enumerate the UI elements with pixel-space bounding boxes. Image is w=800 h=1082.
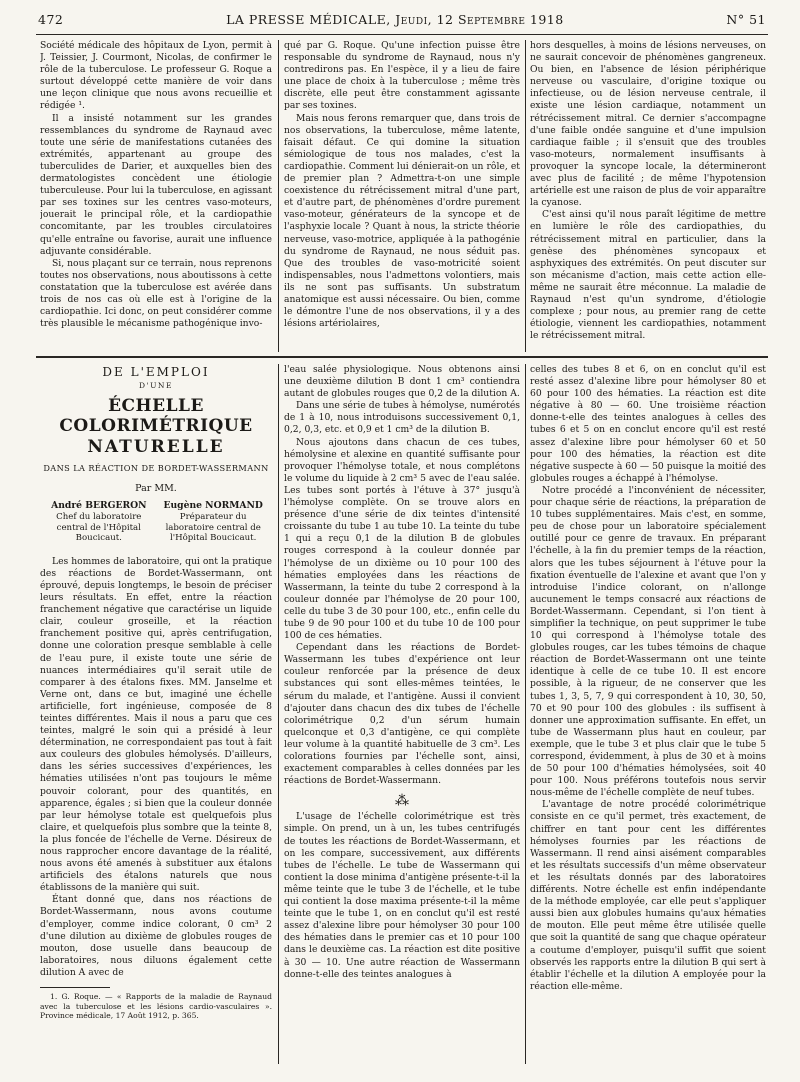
page-header	[38, 12, 766, 32]
paragraph: Cependant dans les réactions de Bordet-Wassermann les tubes d'expérience ont leur couleur renforcée par la présence de deux substances qui sont elles-mêmes teintées, le sérum du malade, et l'antigène. Aussi il convient d'ajouter dans chacun des dix tubes de l'échelle colorimétrique 0,2 d'un sérum humain quelconque et 0,3 d'antigène, ce qui complète leur volume à la quantité habituelle de 3 cm³. Les colorations fournies par l'échelle sont, ainsi, exactement comparables à celles données par les réactions de Bordet-Wassermann.	[284, 642, 520, 787]
article-kicker-2: D'UNE	[139, 381, 173, 391]
paragraph: L'avantage de notre procédé colorimétrique consiste en ce qu'il permet, très exactement, de chiffrer en tant pour cent les différentes hémolyses fournies par les réactions de Wassermann. Il rend ainsi aisément comparables et les résultats successifs d'un même observateur et les résultats donnés par des laboratoires différents. Notre échelle est enfin indépendante de la méthode employée, car elle peut s'appliquer aussi bien aux globules humains qu'aux hématies de mouton. Elle peut même être utilisée quelle que soit la quantité de sang que chaque opérateur a coutume d'employer, puisqu'il suffit que soient observés les rapports entre la dilution B qui sert à établir l'échelle et la dilution A employée pour la réaction elle-même.	[530, 799, 766, 992]
paragraph: hors desquelles, à moins de lésions nerveuses, on ne saurait concevoir de phénomènes gangreneux. Ou bien, en l'absence de lésion périphérique nerveuse ou vasculaire, d'origine toxique ou infectieuse, ou de lésion nerveuse centrale, il existe une lésion cardiaque, notamment un rétrécissement mitral. Ce dernier s'accompagne d'une faible ondée sanguine et d'une impulsion cardiaque faible ; il s'ensuit que des troubles vaso-moteurs, normalement insuffisants à provoquer la syncope locale, la détermineront avec plus de facilité ; de même l'hypotension artérielle est une raison de plus de voir apparaître la cyanose.	[530, 40, 766, 209]
top-column-3	[530, 40, 766, 354]
paragraph: L'usage de l'échelle colorimétrique est très simple. On prend, un à un, les tubes centrifugés de toutes les réactions de Bordet-Wassermann, et on les compare, successivement, aux différents tubes de l'échelle. Le tube de Wassermann qui contient la dose minima d'antigène présente-t-il la même teinte que le tube 3 de l'échelle, et le tube qui contient la dose maxima présente-t-il la même teinte que le tube 1, on en conclut qu'il est resté assez d'alexine libre pour hémolyser 30 pour 100 des hématies dans le premier cas et 10 pour 100 dans le deuxième cas. La réaction est dite positive à 30 — 10. Une autre réaction de Wassermann donne-t-elle des teintes analogues à	[284, 811, 520, 980]
article-title-2: NATURELLE	[87, 437, 225, 458]
article-column-1	[40, 364, 272, 1069]
paragraph: C'est ainsi qu'il nous paraît légitime de mettre en lumière le rôle des cardiopathies, du rétrécissement mitral en particulier, dans la genèse des phénomènes syncopaux et asphyxiques des extrémités. On peut discuter sur son mécanisme d'action, mais cette action elle-même ne saurait être méconnue. La maladie de Raynaud n'est qu'un syndrome, d'étiologie complexe ; pour nous, au premier rang de cette étiologie, viennent les cardiopathies, notamment le rétrécissement mitral.	[530, 209, 766, 342]
column-divider	[525, 364, 526, 1064]
byline-par: Par MM.	[135, 483, 177, 495]
paragraph: Notre procédé a l'inconvénient de nécessiter, pour chaque série de réactions, la préparation de 10 tubes supplémentaires. Mais c'est, en somme, peu de chose pour un laboratoire spécialement outillé pour ce genre de travaux. En préparant l'échelle, à la fin du premier temps de la réaction, alors que les tubes séjournent à l'étuve pour la fixation éventuelle de l'alexine et avant que l'on y introduise l'indice colorant, on n'allonge aucunement le temps consacré aux réactions de Bordet-Wassermann. Cependant, si l'on tient à simplifier la technique, on peut supprimer le tube 10 qui correspond à l'hémolyse totale des globules rouges, car les tubes témoins de chaque réaction de Bordet-Wassermann ont une teinte identique à celle de ce tube 10. Il est encore possible, à la rigueur, de ne conserver que les tubes 1, 3, 5, 7, 9 qui correspondent à 10, 30, 50, 70 et 90 pour 100 des globules : ils suffisent à donner une approximation suffisante. En effet, un tube de Wassermann plus haut en couleur, par exemple, que le tube 3 et plus clair que le tube 5 correspond, évidemment, à plus de 30 et à moins de 50 pour 100 d'hématies hémolysées, soit 40 pour 100. Nous préférons toutefois nous servir nous-même de l'échelle complète de neuf tubes.	[530, 484, 766, 799]
header-rule	[36, 34, 768, 35]
article-title: ÉCHELLE COLORIMÉTRIQUE	[59, 396, 253, 437]
article-subtitle: DANS LA RÉACTION DE BORDET-WASSERMANN	[43, 463, 269, 474]
column-divider	[278, 40, 279, 352]
footnote	[40, 992, 272, 1021]
article-kicker: DE L'EMPLOI	[102, 365, 210, 379]
paragraph: Étant donné que, dans nos réactions de Bordet-Wassermann, nous avons coutume d'employer, comme indice colorant, 0 cm³ 2 d'une dilution au dixième de globules rouges de mouton, dose usuelle dans beaucoup de laboratoires, nous diluons également cette dilution A avec de	[40, 894, 272, 978]
paragraph: l'eau salée physiologique. Nous obtenons ainsi une deuxième dilution B dont 1 cm³ contiendra autant de globules rouges que 0,2 de la dilution A.	[284, 364, 520, 400]
top-column-2	[284, 40, 520, 354]
footnote-text: 1. G. Roque. — « Rapports de la maladie de Raynaud avec la tuberculose et les lésions cardio-vasculaires ». Province médicale, 17 Août 1912, p. 365.	[40, 992, 272, 1021]
section-rule	[36, 356, 768, 358]
column-divider	[278, 364, 279, 1064]
authors	[40, 501, 272, 543]
author-role: Préparateur du laboratoire central de l'Hôpital Boucicaut.	[165, 511, 261, 544]
issue-number: N° 51	[726, 12, 766, 27]
paragraph: Société médicale des hôpitaux de Lyon, permit à J. Teissier, J. Courmont, Nicolas, de confirmer le rôle de la tuberculose. Le professeur G. Roque a surtout développé cette manière de voir dans une leçon clinique que nous avons recueillie et rédigée ¹.	[40, 40, 272, 112]
article-column-3	[530, 364, 766, 1069]
paragraph: qué par G. Roque. Qu'une infection puisse être responsable du syndrome de Raynaud, nous n'y contredirons pas. En l'espèce, il y a lieu de faire une place de choix à la tuberculose ; même très discrète, elle peut être constamment agissante par ses toxines.	[284, 40, 520, 112]
article-column-2	[284, 364, 520, 1069]
asterism: ⁂	[395, 793, 409, 810]
column-divider	[525, 40, 526, 352]
paragraph: Dans une série de tubes à hémolyse, numérotés de 1 à 10, nous introduisons successivement 0,1, 0,2, 0,3, etc. et 0,9 et 1 cm³ de la dilution B.	[284, 400, 520, 436]
author-name: André BERGERON	[51, 500, 147, 512]
paragraph: Si, nous plaçant sur ce terrain, nous reprenons toutes nos observations, nous aboutissons à cette constatation que la tuberculose est avérée dans trois de nos cas où elle est à l'origine de la cardiopathie. Ici donc, on peut considérer comme très plausible le mécanisme pathogénique invo-	[40, 257, 272, 330]
author-2	[160, 501, 266, 543]
author-role: Chef du laboratoire central de l'Hôpital Boucicaut.	[56, 511, 142, 544]
paragraph: Les hommes de laboratoire, qui ont la pratique des réactions de Bordet-Wassermann, ont éprouvé, depuis longtemps, le besoin de préciser leurs résultats. En effet, entre la réaction franchement négative que caractérise un liquide clair, couleur groseille, et la réaction franchement positive qui, après centrifugation, donne une coloration presque semblable à celle de l'eau pure, il existe toute une série de nuances intermédiaires qu'il serait utile de comparer à des étalons fixes. MM. Janselme et Verne ont, dans ce but, imaginé une échelle artificielle, fort ingénieuse, composée de 8 teintes différentes. Mais il nous a paru que ces teintes, malgré le soin qui a présidé à leur détermination, ne correspondaient pas tout à fait aux couleurs des globules hémolysés. D'ailleurs, dans les séries successives d'expériences, les hématies utilisées n'ont pas toujours le même pouvoir colorant, pour des quantités, en apparence, égales ; si bien que la couleur donnée par leur hémolyse totale est quelquefois plus claire, et quelquefois plus sombre que la teinte 8, la plus foncée de l'échelle de Verne. Désireux de nous rapprocher encore davantage de la réalité, nous avons été amenés à substituer aux étalons artificiels des étalons naturels que nous établissons de la manière qui suit.	[40, 555, 272, 894]
paragraph: Il a insisté notamment sur les grandes ressemblances du syndrome de Raynaud avec toute une série de manifestations cutanées des extrémités, appartenant au groupe des tuberculides de Darier, et auxquelles bien des dermatologistes concèdent une étiologie tuberculeuse. Pour lui la tuberculose, en agissant par ses toxines sur les centres vaso-moteurs, jouerait le principal rôle, et la cardiopathie concomitante, par les troubles circulatoires qu'elle entraîne ou favorise, aurait une influence adjuvante considérable.	[40, 112, 272, 257]
author-1	[46, 501, 152, 543]
author-name: Eugène NORMAND	[163, 500, 263, 512]
journal-title: LA PRESSE MÉDICALE, Jeudi, 12 Septembre 1918	[226, 12, 564, 27]
article-heading	[40, 366, 272, 495]
paragraph: celles des tubes 8 et 6, on en conclut qu'il est resté assez d'alexine libre pour hémolyser 80 et 60 pour 100 des hématies. La réaction est dite négative à 80 — 60. Une troisième réaction donne-t-elle des teintes analogues à celles des tubes 6 et 5 on en conclut encore qu'il est resté assez d'alexine libre pour hémolyser 60 et 50 pour 100 des hématies, la réaction est dite négative suspecte à 60 — 50 puisque la moitié des globules rouges a échappé à l'hémolyse.	[530, 364, 766, 484]
footnote-rule	[40, 987, 110, 988]
paragraph: Nous ajoutons dans chacun de ces tubes, hémolysine et alexine en quantité suffisante pour provoquer l'hémolyse totale, et nous complétons le volume du liquide à 2 cm³ 5 avec de l'eau salée. Les tubes sont portés à l'étuve à 37° jusqu'à l'hémolyse complète. On se trouve alors en présence d'une série de dix teintes d'intensité croissante du tube 1 au tube 10. La teinte du tube 1 qui a reçu 0,1 de la dilution B de globules rouges correspond à la couleur donnée par l'hémolyse de un dixième ou 10 pour 100 des hématies employées dans les réactions de Wassermann, la teinte du tube 2 correspond à la couleur donnée par l'hémolyse de 20 pour 100, celle du tube 3 de 30 pour 100, etc., enfin celle du tube 9 de 90 pour 100 et du tube 10 de 100 pour 100 de ces hématies.	[284, 436, 520, 642]
page-number: 472	[38, 12, 64, 27]
top-column-1	[40, 40, 272, 354]
paragraph: Mais nous ferons remarquer que, dans trois de nos observations, la tuberculose, même latente, faisait défaut. Ce qui domine la situation sémiologique de tous nos malades, c'est la cardiopathie. Comment lui dénierait-on un rôle, et de premier plan ? Admettra-t-on une simple coexistence du rétrécissement mitral d'une part, et d'autre part, de phénomènes d'ordre purement vaso-moteur, générateurs de la syncope et de l'asphyxie locale ? Quant à nous, la stricte théorie nerveuse, vaso-motrice, appliquée à la pathogénie du syndrome de Raynaud, ne nous séduit pas. Que des troubles de vaso-motricité soient indispensables, nous l'admettons volontiers, mais ils ne sont pas suffisants. Un substratum anatomique est aussi nécessaire. Ou bien, comme le démontre l'une de nos observations, il y a des lésions artériolaires,	[284, 112, 520, 330]
